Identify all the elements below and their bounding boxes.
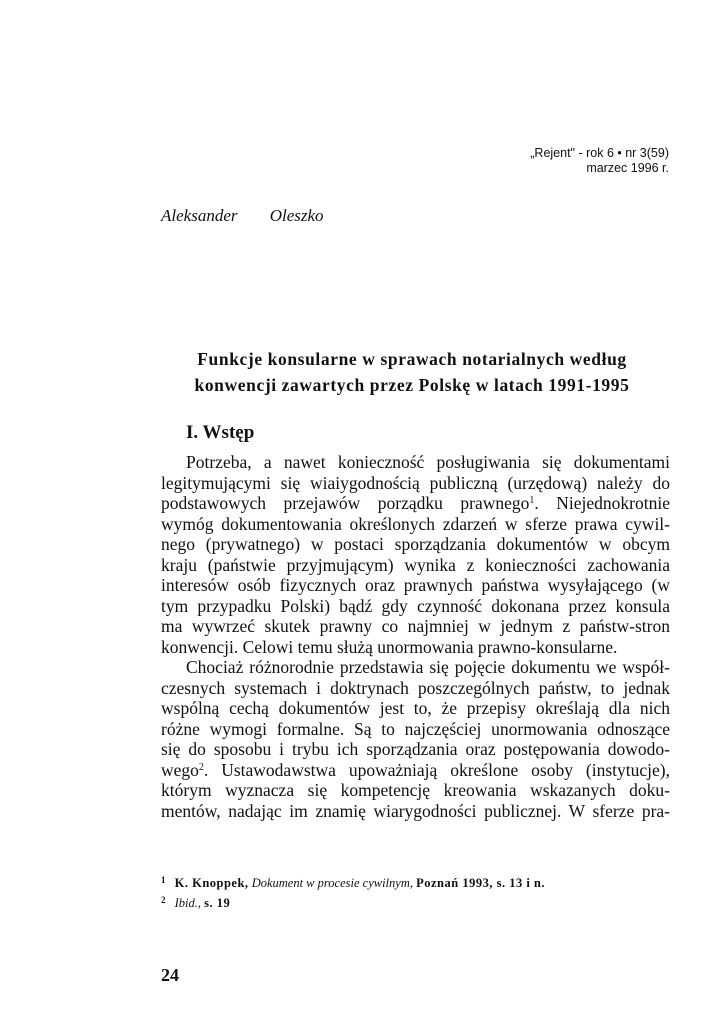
text-line: nego (prywatnego) w postaci sporządzania dokumentów w obcym: [161, 534, 670, 554]
footnote-author: K. Knoppek,: [174, 876, 249, 890]
footnotes: [161, 872, 545, 912]
text-line: się do sposobu i trybu ich sporządzania oraz postępowania dowodo-: [161, 739, 670, 759]
footnote-citation: s. 19: [204, 896, 231, 910]
author-last-name: Oleszko: [269, 206, 324, 225]
text-fragment: . Niejednokrotnie: [534, 493, 670, 513]
footnote-work: Ibid.,: [174, 896, 202, 910]
text-fragment: wego: [161, 759, 199, 780]
body-text: [161, 452, 670, 821]
footnote-1: [161, 872, 545, 892]
text-line: konwencji. Celowi temu służą unormowania prawno-konsularne.: [161, 636, 618, 657]
title-line-1: Funkcje konsularne w sprawach notarialnych według: [197, 349, 627, 369]
text-line: wspólną cechą dokumentów jest to, że przepisy określają dla nich: [161, 698, 670, 718]
footnote-2: [161, 892, 545, 912]
title-line-2: konwencji zawartych przez Polskę w latach 1991-1995: [194, 375, 630, 395]
text-line: legitymującymi się wiaiygodnością publiczną (urzędową) należy do: [161, 472, 670, 493]
text-line: czesnych systemach i doktrynach poszczególnych państw, to jednak: [161, 677, 670, 698]
text-line: Potrzeba, a nawet konieczność posługiwania się dokumentami: [186, 452, 670, 472]
text-line: kraju (państwie przyjmującym) wynika z konieczności zachowania: [161, 554, 670, 575]
text-fragment: . Ustawodawstwa upoważniają określone osoby (instytucje),: [203, 759, 670, 780]
text-fragment: podstawowych przejawów porządku prawnego: [161, 493, 530, 513]
text-line: którym wyznacza się kompetencję kreowania wskazanych doku-: [161, 780, 670, 800]
page-number: 24: [161, 965, 179, 985]
article-title: [162, 346, 662, 398]
text-line: [161, 493, 670, 514]
footnote-ref-2: 2: [198, 761, 204, 773]
text-line: [161, 760, 670, 781]
footnote-work: Dokument w procesie cywilnym,: [251, 876, 413, 890]
footnote-number: 2: [161, 895, 166, 905]
footnote-ref-1: 1: [529, 495, 535, 506]
journal-issue-line: „Rejent" - rok 6 • nr 3(59): [530, 146, 669, 160]
text-line: tym przypadku Polski) bądź gdy czynność dokonana przez konsula: [161, 595, 670, 616]
author-first-name: Aleksander: [161, 206, 238, 225]
section-heading: I. Wstęp: [186, 422, 255, 443]
text-line: interesów osób fizycznych oraz prawnych państwa wysyłającego (w: [161, 575, 670, 595]
text-line: ma wywrzeć skutek prawny co najmniej w jednym z państw-stron: [161, 616, 670, 636]
journal-header: [530, 146, 669, 176]
text-line: różne wymogi formalne. Są to najczęściej unormowania odnoszące: [161, 718, 670, 739]
text-line: wymóg dokumentowania określonych zdarzeń w sferze prawa cywil-: [161, 513, 670, 534]
text-line: mentów, nadając im znamię wiarygodności publicznej. W sferze pra-: [161, 800, 670, 821]
footnote-number: 1: [161, 875, 166, 885]
text-line: Chociaż różnorodnie przedstawia się pojęcie dokumentu we współ-: [186, 657, 670, 677]
journal-date-line: marzec 1996 r.: [586, 161, 669, 175]
footnote-citation: Poznań 1993, s. 13 i n.: [416, 876, 546, 890]
author-name: [161, 206, 324, 226]
